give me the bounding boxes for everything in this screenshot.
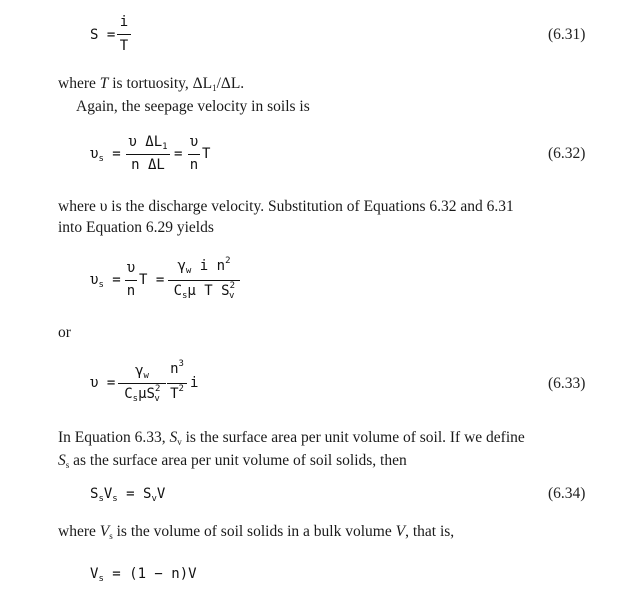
text-line: In Equation 6.33, Sv is the surface area per unit volume of soil. If we define [58, 429, 525, 447]
eq632-f1-bar [126, 154, 170, 155]
equation-number-6-34: (6.34) [548, 485, 586, 502]
eqA-lhs: $\upsilon_s$ = [90, 272, 121, 290]
equation-number-6-31: (6.31) [548, 26, 586, 43]
text-line: Again, the seepage velocity in soils is [76, 98, 310, 115]
eq632-f2-bar [188, 154, 200, 155]
eqA-f1-bar [125, 280, 137, 281]
eq632-f1-num: υ $\Delta L_1$ [128, 134, 168, 152]
eq631-lhs: S = [90, 27, 116, 43]
eq632-f2-den: n [189, 157, 199, 173]
eqA-f1-num: υ [126, 260, 136, 276]
paragraph-discharge-velocity [58, 196, 603, 238]
text-line: Ss as the surface area per unit volume of soil solids, then [58, 452, 407, 470]
eq633-f1-den: $C_s\mu S^2_v$ [124, 384, 161, 404]
eq631-denominator: T [119, 38, 129, 54]
eq632-f2-num: υ [189, 134, 199, 150]
eqA-f2-num: $\gamma_w$ i $n^2$ [177, 256, 231, 276]
eqA-f2-den: $C_s\mu$ T $S^2_v$ [173, 281, 235, 301]
text-line: where υ is the discharge velocity. Substitution of Equations 6.32 and 6.31 [58, 198, 514, 215]
text-line: into Equation 6.29 yields [58, 219, 214, 236]
eq632-eq2: = [174, 146, 183, 162]
or-label: or [58, 324, 71, 341]
eq633-tail: i [190, 375, 199, 391]
eq633-f1-num: $\gamma_w$ [135, 363, 149, 381]
text-line: where T is tortuosity, ΔL1/ΔL. [58, 75, 245, 93]
eqA-f1-den: n [126, 283, 136, 299]
eq632-tail: T [202, 146, 211, 162]
paragraph-tortuosity [58, 73, 603, 117]
equation-number-6-33: (6.33) [548, 375, 586, 392]
eq633-lhs: υ = [90, 375, 116, 391]
equation-number-6-32: (6.32) [548, 145, 586, 162]
eq633-f2-den: $T^2$ [170, 384, 184, 402]
paragraph-solids-volume [58, 521, 603, 544]
eq632-lhs: $\upsilon_s$ = [90, 146, 121, 164]
eq632-f1-den: n ΔL [131, 157, 165, 173]
eq633-f2-bar [167, 383, 187, 384]
eq633-f2-num: $n^3$ [170, 359, 184, 377]
eq634-body: $S_sV_s = S_vV$ [90, 486, 166, 504]
eq631-numerator: i [119, 14, 129, 30]
eq631-fraction-bar [117, 34, 131, 35]
eqA-mid: T = [139, 272, 165, 288]
eqLast-body: $V_s = (1 - n)V$ [90, 566, 197, 584]
paragraph-surface-area [58, 427, 603, 473]
text-line: where Vs is the volume of soil solids in a bulk volume V, that is, [58, 523, 455, 541]
